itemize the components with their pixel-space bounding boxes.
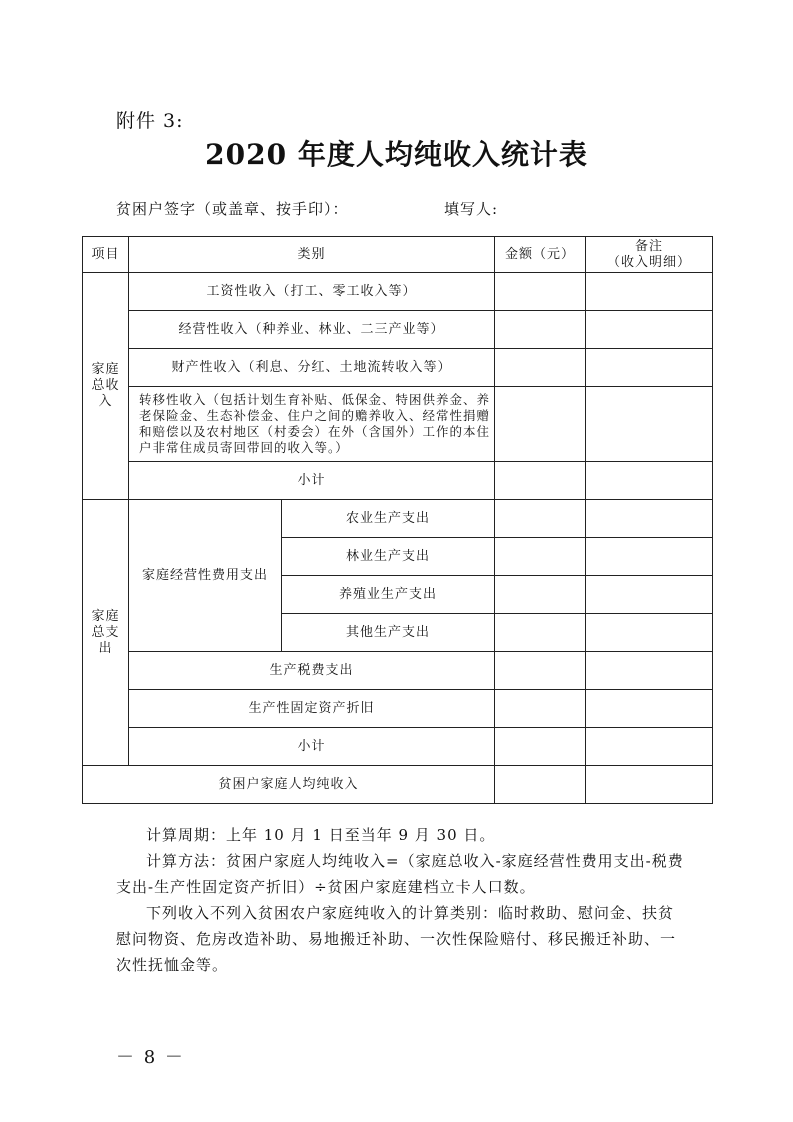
amount-cell[interactable] — [495, 614, 586, 652]
header-category: 类别 — [129, 237, 495, 273]
table-header-row — [83, 237, 713, 273]
amount-cell[interactable] — [495, 652, 586, 690]
header-amount: 金额（元） — [495, 237, 586, 273]
remark-cell[interactable] — [586, 273, 713, 311]
amount-cell[interactable] — [495, 576, 586, 614]
income-transfer: 转移性收入（包括计划生育补贴、低保金、特困供养金、养老保险金、生态补偿金、住户之间的赡养收入、经常性捐赠和赔偿以及农村地区（村委会）在外（含国外）工作的本住户非常住成员寄回带回的收入等。） — [129, 387, 495, 462]
amount-cell[interactable] — [495, 500, 586, 538]
remark-cell[interactable] — [586, 690, 713, 728]
amount-cell[interactable] — [495, 387, 586, 462]
remark-cell[interactable] — [586, 500, 713, 538]
table-row — [83, 690, 713, 728]
amount-cell[interactable] — [495, 462, 586, 500]
income-subtotal: 小计 — [129, 462, 495, 500]
expense-breeding: 养殖业生产支出 — [282, 576, 495, 614]
expense-other: 其他生产支出 — [282, 614, 495, 652]
remark-cell[interactable] — [586, 766, 713, 804]
expense-agriculture: 农业生产支出 — [282, 500, 495, 538]
notes — [116, 822, 686, 978]
attachment-label: 附件 3: — [116, 110, 184, 132]
table-row — [83, 387, 713, 462]
income-statistics-table — [82, 236, 713, 804]
table-row — [83, 766, 713, 804]
filler-label: 填写人: — [444, 200, 499, 218]
remark-cell[interactable] — [586, 349, 713, 387]
expense-depreciation: 生产性固定资产折旧 — [129, 690, 495, 728]
expense-forestry: 林业生产支出 — [282, 538, 495, 576]
amount-cell[interactable] — [495, 349, 586, 387]
amount-cell[interactable] — [495, 311, 586, 349]
note-method: 计算方法：贫困户家庭人均纯收入=（家庭总收入-家庭经营性费用支出-税费支出-生产性固定资产折旧）÷贫困户家庭建档立卡人口数。 — [116, 852, 684, 896]
header-remark-line1: 备注 — [635, 238, 664, 254]
table-row — [83, 273, 713, 311]
income-property: 财产性收入（利息、分红、土地流转收入等） — [129, 349, 495, 387]
amount-cell[interactable] — [495, 766, 586, 804]
remark-cell[interactable] — [586, 538, 713, 576]
page-title: 2020 年度人均纯收入统计表 — [205, 138, 588, 171]
table-row — [83, 652, 713, 690]
note-period: 计算周期：上年 10 月 1 日至当年 9 月 30 日。 — [146, 826, 496, 844]
sign-label: 贫困户签字（或盖章、按手印）： — [116, 200, 349, 218]
remark-cell[interactable] — [586, 652, 713, 690]
amount-cell[interactable] — [495, 538, 586, 576]
table-row — [83, 349, 713, 387]
remark-cell[interactable] — [586, 614, 713, 652]
amount-cell[interactable] — [495, 273, 586, 311]
table-row — [83, 500, 713, 538]
table-row — [83, 311, 713, 349]
page-number: － 8 － — [116, 1047, 185, 1068]
table-row — [83, 728, 713, 766]
income-business: 经营性收入（种养业、林业、二三产业等） — [129, 311, 495, 349]
remark-cell[interactable] — [586, 462, 713, 500]
header-remark — [586, 237, 713, 273]
header-item: 项目 — [83, 237, 129, 273]
note-exclusions: 下列收入不列入贫困农户家庭纯收入的计算类别：临时救助、慰问金、扶贫慰问物资、危房改造补助、易地搬迁补助、一次性保险赔付、移民搬迁补助、一次性抚恤金等。 — [116, 904, 677, 974]
header-remark-line2: （收入明细） — [607, 254, 692, 270]
operating-expense-label: 家庭经营性费用支出 — [129, 500, 282, 652]
expense-tax: 生产税费支出 — [129, 652, 495, 690]
expense-group-label: 家庭 总支 出 — [83, 500, 129, 766]
remark-cell[interactable] — [586, 728, 713, 766]
remark-cell[interactable] — [586, 311, 713, 349]
expense-subtotal: 小计 — [129, 728, 495, 766]
remark-cell[interactable] — [586, 576, 713, 614]
remark-cell[interactable] — [586, 387, 713, 462]
income-wage: 工资性收入（打工、零工收入等） — [129, 273, 495, 311]
amount-cell[interactable] — [495, 690, 586, 728]
amount-cell[interactable] — [495, 728, 586, 766]
table-row — [83, 462, 713, 500]
income-group-label: 家庭 总收 入 — [83, 273, 129, 500]
per-capita-net-income: 贫困户家庭人均纯收入 — [83, 766, 495, 804]
